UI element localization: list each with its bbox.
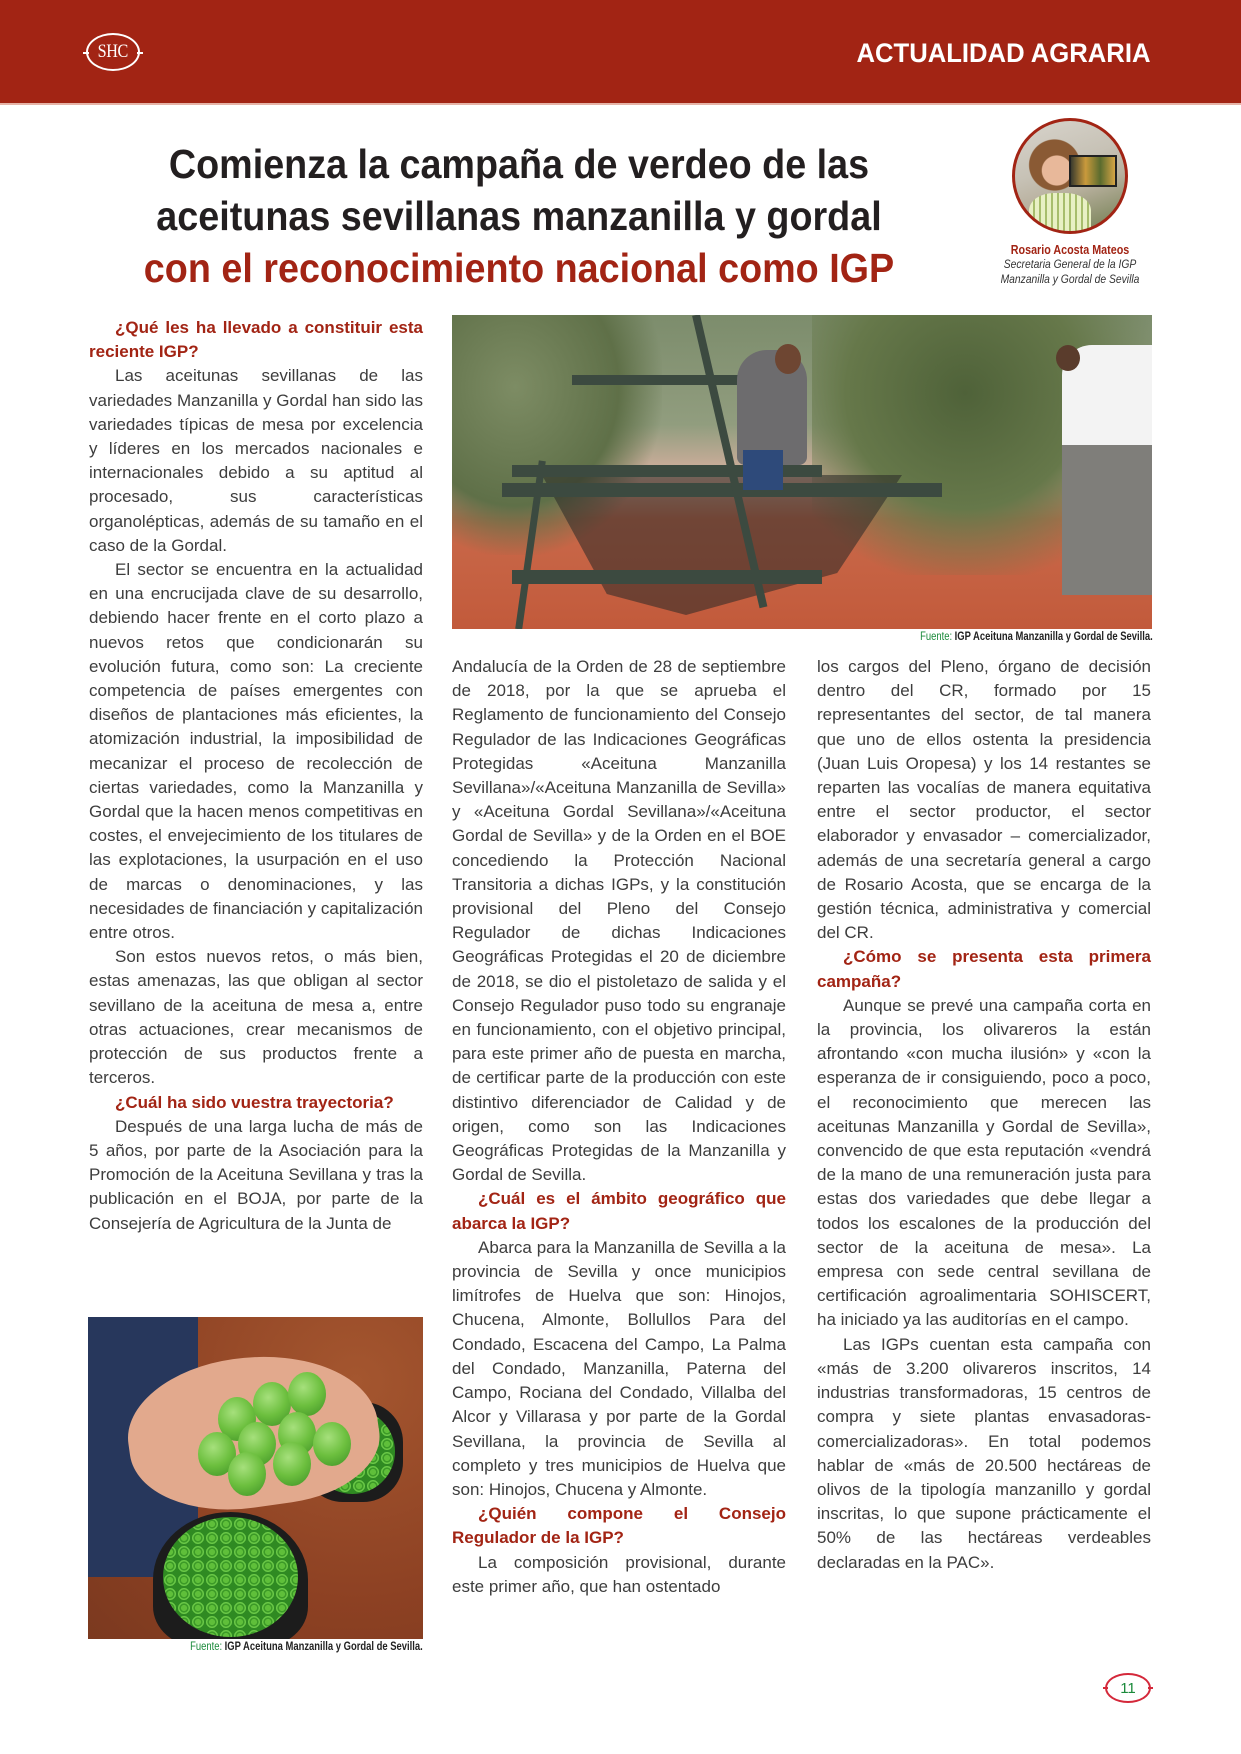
header-band <box>0 0 1241 103</box>
worker-head <box>1056 345 1080 371</box>
question-heading: ¿Cuál es el ámbito geográfico que abarca la IGP? <box>452 1189 786 1233</box>
caption-source-label: Fuente: <box>190 1641 223 1653</box>
author-role-line-2: Manzanilla y Gordal de Sevilla <box>1000 272 1140 286</box>
olives-in-hands-photo <box>88 1317 423 1639</box>
paragraph: Después de una larga lucha de más de 5 años, por parte de la Asociación para la Promoción de la Aceituna Sevillana y tras la publicación en el BOJA, por parte de la Consejería de Agricultura de la Junta de <box>89 1116 423 1233</box>
worker-legs <box>743 450 783 490</box>
author-box <box>985 118 1155 287</box>
section-title: ACTUALIDAD AGRARIA <box>855 38 1150 68</box>
olive <box>273 1442 311 1486</box>
page-number <box>1105 1673 1151 1703</box>
paragraph: La composición provisional, durante este primer año, que han ostentado <box>452 1552 786 1596</box>
worker-head <box>775 344 801 374</box>
author-role-line-1: Secretaria General de la IGP <box>1003 257 1137 271</box>
logo-text: SHC <box>97 41 129 62</box>
paragraph: Abarca para la Manzanilla de Sevilla a la provincia de Sevilla y once municipios limítrofes de Huelva que son: Hinojos, Chucena, Almonte, Bollullos Para del Condado, Escacena del Campo, La Palma del Condado, Manzanilla, Paterna del Campo, Rociana del Condado, Villalba del Alcor y Villarasa y por parte de la Gordal Sevillana, la provincia de Sevilla al completo y tres municipios de Huelva que son: Hinojos, Chucena y Almonte. <box>452 1237 786 1499</box>
rack-bar <box>502 483 942 497</box>
paragraph: Aunque se prevé una campaña corta en la provincia, los olivareros la están afrontando «con mucha ilusión» y «con la esperanza de ir consiguiendo, poco a poco, el reconocimiento que merecen las aceitunas Manzanilla y Gordal de Sevilla», convencido de que esta reputación «vendrá de la mano de una remuneración justa para estas dos variedades que debe llegar a todos los escalones de la producción del sector de la aceituna de mesa». La empresa con sede central sevillana de certificación agroalimentaria SOHISCERT, ha iniciado ya las auditorías en el campo. <box>817 995 1151 1330</box>
paragraph: Las aceitunas sevillanas de las variedades Manzanilla y Gordal han sido las variedades típicas de mesa por excelencia y líderes en los mercados nacionales e internacionales debido a su aptitud al procesado, sus características organolépticas, además de su tamaño en el caso de la Gordal. <box>89 366 423 555</box>
paragraph: los cargos del Pleno, órgano de decisión dentro del CR, formado por 15 representantes del sector, de tal manera que uno de ellos ostenta la presidencia (Juan Luis Oropesa) y los 14 restantes se reparten las vocalías de manera equitativa entre el sector productor, el sector elaborador y envasador – comercializador, además de una secretaría general a cargo de Rosario Acosta, que se encarga de la gestión técnica, administrativa y comercial del CR. <box>817 657 1151 943</box>
paragraph: El sector se encuentra en la actualidad en una encrucijada clave de su desarrollo, debiendo hacer frente en el corto plazo a nuevos retos que condicionarán su evolución futura, como son: La creciente competencia de países emergentes con diseños de plantaciones más eficientes, la atomización industrial, la imposibilidad de mecanizar el proceso de recolección de ciertas variedades, como la Manzanilla y Gordal que la hacen menos competitivas en costes, el envejecimiento de los titulares de las explotaciones, la usurpación en el uso de marcas o denominaciones, y las necesidades de financiación y capitalización entre otros. <box>89 560 423 943</box>
question-heading: ¿Cómo se presenta esta primera campaña? <box>817 947 1151 991</box>
caption-source-text: IGP Aceituna Manzanilla y Gordal de Sevilla. <box>952 631 1153 643</box>
headline-line-2: aceitunas sevillanas manzanilla y gordal <box>156 193 882 239</box>
headline-line-3: con el reconocimiento nacional como IGP <box>143 245 895 291</box>
question-heading: ¿Qué les ha llevado a constituir esta reciente IGP? <box>89 318 423 362</box>
left-photo-caption <box>190 1641 423 1653</box>
top-photo-caption <box>920 631 1153 643</box>
article-headline <box>119 138 919 294</box>
olive <box>313 1422 351 1466</box>
worker-figure <box>1062 345 1152 595</box>
caption-source-text: IGP Aceituna Manzanilla y Gordal de Sevilla. <box>222 1641 423 1653</box>
olive <box>288 1372 326 1416</box>
avatar-shirt-shape <box>1029 193 1091 234</box>
paragraph: Las IGPs cuentan esta campaña con «más de 3.200 olivareros inscritos, 14 industrias transformadoras, 15 centros de compra y siete plantas envasadoras-comercializadoras». En total podemos hablar de «más de 20.500 hectáreas de olivos de la tipología manzanillo y gordal inscritas, lo que supone prácticamente el 50% de las hectáreas verdeables declaradas en la PAC». <box>817 1334 1151 1572</box>
article-column-2 <box>452 655 786 1599</box>
header-divider <box>0 103 1241 105</box>
caption-source-label: Fuente: <box>920 631 953 643</box>
page-number-text: 11 <box>1120 1679 1136 1697</box>
shc-logo <box>86 33 140 71</box>
headline-line-1: Comienza la campaña de verdeo de las <box>168 141 870 187</box>
author-avatar <box>1012 118 1128 234</box>
avatar-monitor-shape <box>1069 155 1117 187</box>
article-column-3 <box>817 655 1151 1575</box>
paragraph: Andalucía de la Orden de 28 de septiembre de 2018, por la que se aprueba el Reglamento de funcionamiento del Consejo Regulador de las Indicaciones Geográficas Protegidas «Aceituna Manzanilla Sevillana»/«Aceituna Manzanilla de Sevilla» y «Aceituna Gordal Sevillana»/«Aceituna Gordal de Sevilla» y de la Orden en el BOE concediendo la Protección Nacional Transitoria a dichas IGPs, y la constitución provisional del Pleno del Consejo Regulador de dichas Indicaciones Geográficas Protegidas el 20 de diciembre de 2018, se dio el pistoletazo de salida y el Consejo Regulador puso todo su engranaje en funcionamiento, con el objetivo principal, para este primer año de puesta en marcha, de certificar parte de la producción con este distintivo diferenciador de Calidad y de origen, como son las Indicaciones Geográficas Protegidas de la Manzanilla y Gordal de Sevilla. <box>452 657 786 1185</box>
article-column-1 <box>89 316 423 1236</box>
author-name: Rosario Acosta Mateos <box>1010 243 1130 257</box>
olive <box>228 1452 266 1496</box>
worker-figure <box>737 350 807 465</box>
question-heading: ¿Quién compone el Consejo Regulador de la IGP? <box>452 1504 786 1548</box>
rack-bar <box>512 570 822 584</box>
olive-harvest-photo <box>452 315 1152 629</box>
paragraph: Son estos nuevos retos, o más bien, estas amenazas, las que obligan al sector sevillano de la aceituna de mesa a, entre otras actuaciones, crear mecanismos de protección de sus productos frente a terceros. <box>89 947 423 1088</box>
question-heading: ¿Cuál ha sido vuestra trayectoria? <box>115 1092 394 1112</box>
olive-pile <box>163 1517 298 1637</box>
